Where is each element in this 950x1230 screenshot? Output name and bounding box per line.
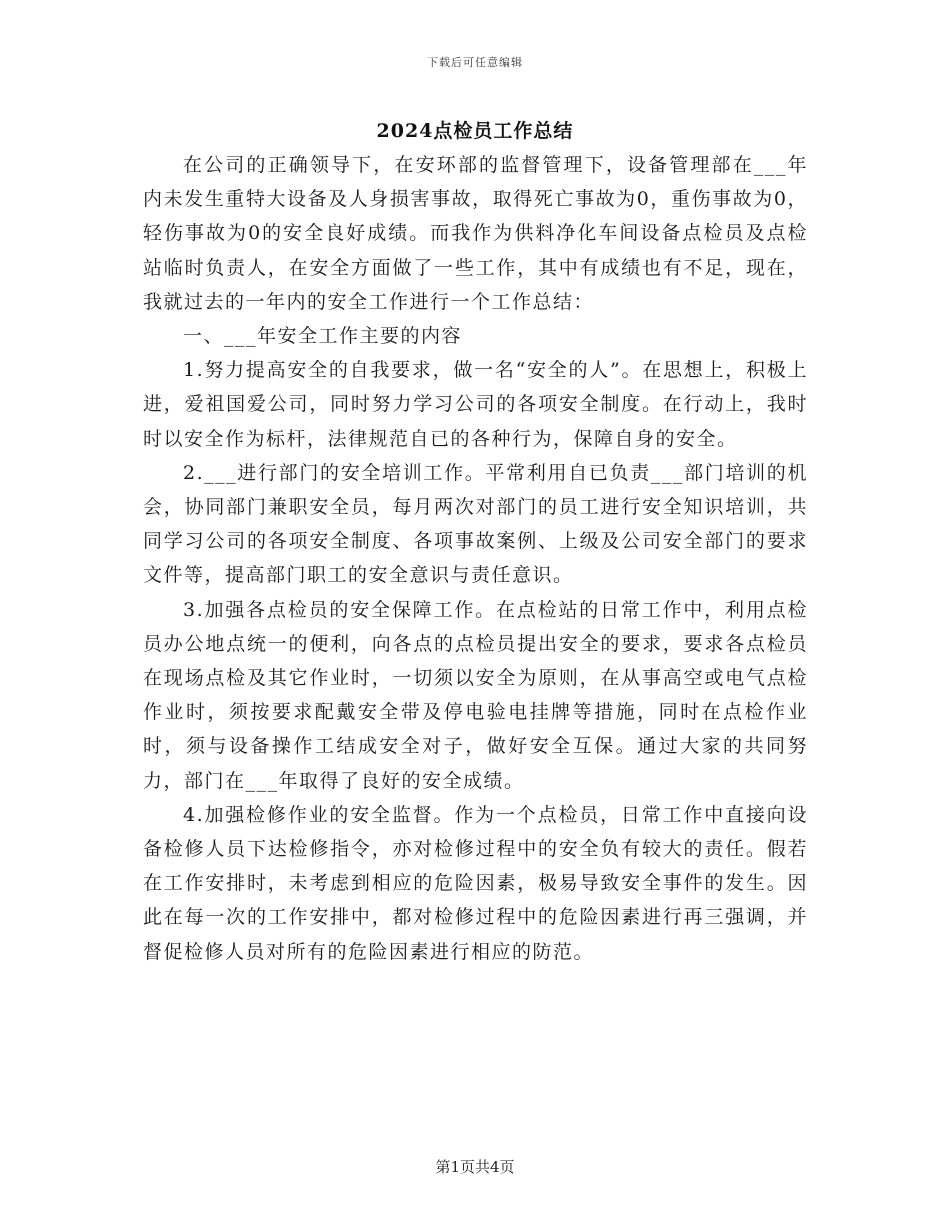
- paragraph-item-1: 1.努力提高安全的自我要求，做一名“安全的人”。在思想上，积极上进，爱祖国爱公司，同时努力学习公司的各项安全制度。在行动上，我时时以安全作为标杆，法律规范自已的各种行为，保障自身的安全。: [143, 359, 808, 450]
- section-heading: 一、___年安全工作主要的内容: [183, 325, 463, 348]
- paragraph-intro: 在公司的正确领导下，在安环部的监督管理下，设备管理部在___年内未发生重特大设备及人身损害事故，取得死亡事故为0，重伤事故为0，轻伤事故为0的安全良好成绩。而我作为供料净化车间设备点检员及点检站临时负责人，在安全方面做了一些工作，其中有成绩也有不足，现在，我就过去的一年内的安全工作进行一个工作总结：: [143, 154, 808, 313]
- header-note: 下载后可任意编辑: [427, 56, 523, 69]
- paragraph-item-3: 3.加强各点检员的安全保障工作。在点检站的日常工作中，利用点检员办公地点统一的便利，向各点的点检员提出安全的要求，要求各点检员在现场点检及其它作业时，一切须以安全为原则，在从事高空或电气点检作业时，须按要求配戴安全带及停电验电挂牌等措施，同时在点检作业时，须与设备操作工结成安全对子，做好安全互保。通过大家的共同努力，部门在___年取得了良好的安全成绩。: [143, 598, 808, 792]
- page-footer: 第1页共4页: [435, 1158, 515, 1176]
- document-body: [143, 148, 808, 969]
- paragraph-item-2: 2.___进行部门的安全培训工作。平常利用自已负责___部门培训的机会，协同部门兼职安全员，每月两次对部门的员工进行安全知识培训，共同学习公司的各项安全制度、各项事故案例、上级及公司安全部门的要求文件等，提高部门职工的安全意识与责任意识。: [143, 461, 808, 587]
- paragraph-item-4: 4.加强检修作业的安全监督。作为一个点检员，日常工作中直接向设备检修人员下达检修指令，亦对检修过程中的安全负有较大的责任。假若在工作安排时，未考虑到相应的危险因素，极易导致安全事件的发生。因此在每一次的工作安排中，都对检修过程中的危险因素进行再三强调，并督促检修人员对所有的危险因素进行相应的防范。: [143, 803, 808, 963]
- document-title: 2024点检员工作总结: [376, 120, 574, 142]
